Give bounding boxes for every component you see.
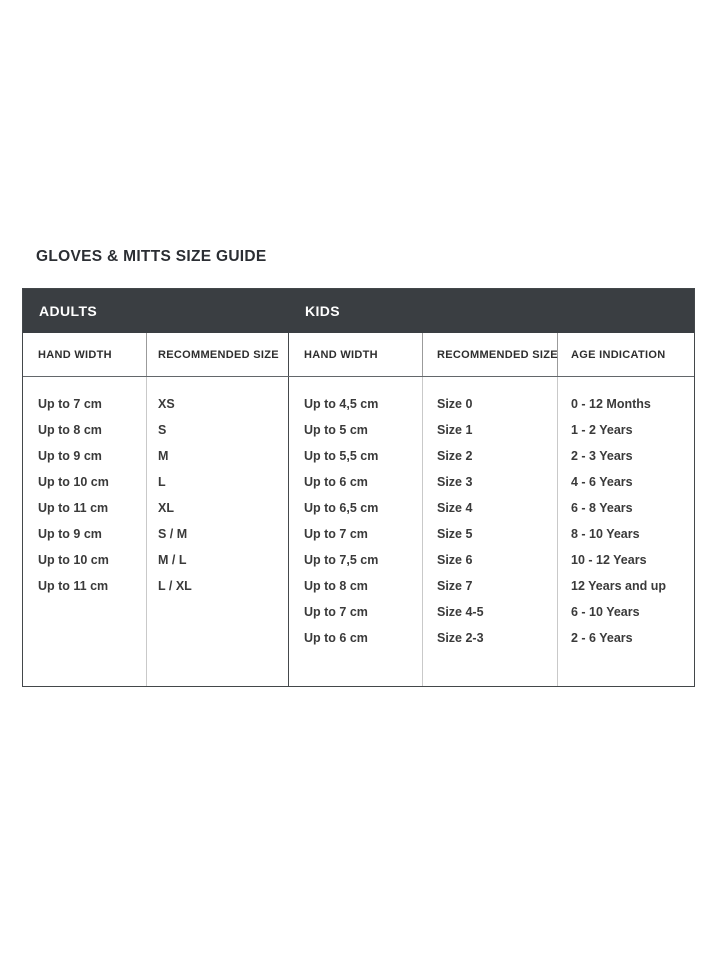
table-cell: M / L [158, 553, 187, 567]
table-cell: Size 2 [437, 449, 473, 463]
table-cell: Up to 9 cm [38, 449, 102, 463]
table-cell: XS [158, 397, 175, 411]
column-header-age-indication: AGE INDICATION [571, 348, 666, 361]
table-cell: Up to 7 cm [304, 605, 368, 619]
table-cell: 10 - 12 Years [571, 553, 647, 567]
table-cell: Size 4 [437, 501, 473, 515]
table-cell: L [158, 475, 166, 489]
table-cell: L / XL [158, 579, 192, 593]
column-header-kids-hand-width: HAND WIDTH [289, 333, 423, 376]
group-header-band [23, 289, 694, 333]
table-cell: Up to 8 cm [304, 579, 368, 593]
table-cell: Up to 5,5 cm [304, 449, 379, 463]
table-cell: Size 5 [437, 527, 473, 541]
column-header-kids-recommended-size: RECOMMENDED SIZE [423, 333, 558, 376]
size-guide-table [22, 288, 695, 687]
table-cell: 8 - 10 Years [571, 527, 640, 541]
table-cell: Up to 6 cm [304, 631, 368, 645]
table-cell: Up to 11 cm [38, 579, 109, 593]
table-cell: Up to 11 cm [38, 501, 109, 515]
table-cell: 0 - 12 Months [571, 397, 651, 411]
table-cell: Up to 7 cm [38, 397, 102, 411]
table-body [23, 377, 694, 686]
column-adults-recommended-size [147, 377, 289, 686]
table-cell: Up to 10 cm [38, 553, 109, 567]
table-cell: Size 1 [437, 423, 473, 437]
table-cell: 6 - 8 Years [571, 501, 633, 515]
table-cell: M [158, 449, 169, 463]
table-cell: Size 7 [437, 579, 473, 593]
table-cell: Up to 6 cm [304, 475, 368, 489]
table-cell: Up to 8 cm [38, 423, 102, 437]
table-cell: S [158, 423, 167, 437]
table-cell: Size 2-3 [437, 631, 484, 645]
table-cell: XL [158, 501, 174, 515]
group-label-kids: KIDS [305, 303, 341, 319]
column-age-indication [558, 377, 694, 686]
page-title: GLOVES & MITTS SIZE GUIDE [36, 248, 267, 265]
table-cell: Size 6 [437, 553, 473, 567]
table-cell: S / M [158, 527, 188, 541]
table-cell: Size 3 [437, 475, 473, 489]
column-header-adults-hand-width: HAND WIDTH [23, 333, 147, 376]
table-cell: Up to 7 cm [304, 527, 368, 541]
table-cell: Up to 7,5 cm [304, 553, 379, 567]
table-cell: Size 4-5 [437, 605, 484, 619]
group-label-adults: ADULTS [39, 303, 98, 319]
table-cell: 2 - 3 Years [571, 449, 633, 463]
column-header-adults-recommended-size: RECOMMENDED SIZE [147, 333, 289, 376]
table-cell: 2 - 6 Years [571, 631, 633, 645]
table-cell: Up to 4,5 cm [304, 397, 379, 411]
table-cell: 6 - 10 Years [571, 605, 640, 619]
column-adults-hand-width [23, 377, 147, 686]
table-cell: Up to 10 cm [38, 475, 109, 489]
table-cell: 12 Years and up [571, 579, 666, 593]
table-cell: Up to 6,5 cm [304, 501, 379, 515]
table-cell: Up to 9 cm [38, 527, 102, 541]
table-cell: 4 - 6 Years [571, 475, 633, 489]
table-cell: 1 - 2 Years [571, 423, 633, 437]
column-header-row [23, 333, 694, 377]
table-cell: Up to 5 cm [304, 423, 368, 437]
column-kids-hand-width [289, 377, 423, 686]
column-kids-recommended-size [423, 377, 558, 686]
table-cell: Size 0 [437, 397, 473, 411]
